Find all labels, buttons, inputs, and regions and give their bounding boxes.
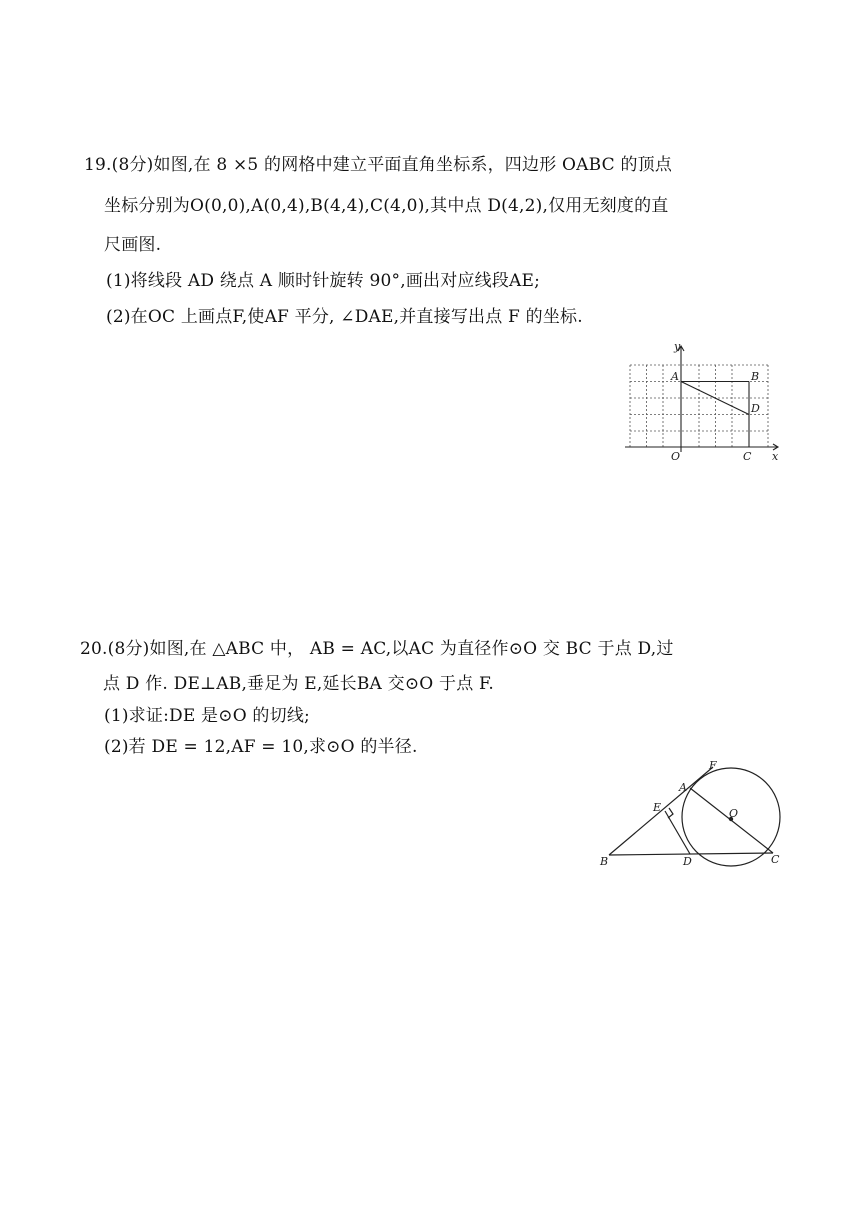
point-b-label: B: [600, 855, 609, 868]
point-c-label: C: [771, 853, 780, 866]
q20-line-2: 点 D 作. DE⊥AB,垂足为 E,延长BA 交⊙O 于点 F.: [103, 674, 494, 694]
point-d-label: D: [751, 402, 760, 415]
q19-line-1: 19.(8分)如图,在 8 ×5 的网格中建立平面直角坐标系，四边形 OABC 的顶点: [84, 155, 673, 175]
q19-grid-figure: [620, 340, 790, 465]
point-b-label: B: [751, 370, 760, 383]
q19-line-2: 坐标分别为O(0,0),A(0,4),B(4,4),C(4,0),其中点 D(4,2),仅用无刻度的直: [104, 196, 669, 216]
point-d-label: D: [683, 855, 692, 868]
q20-circle-figure: [595, 755, 795, 875]
point-a-label: A: [679, 781, 687, 794]
point-c-label: C: [743, 450, 752, 463]
axes: [625, 346, 778, 452]
y-axis-label: y: [674, 340, 681, 353]
q19-line-3: 尺画图.: [104, 235, 162, 255]
point-o-label: O: [671, 450, 681, 463]
grid-lines: [630, 365, 768, 447]
q20-line-4: (2)若 DE = 12,AF = 10,求⊙O 的半径.: [104, 737, 418, 757]
q20-line-3: (1)求证:DE 是⊙O 的切线;: [104, 706, 310, 726]
q19-line-5: (2)在OC 上画点F,使AF 平分, ∠DAE,并直接写出点 F 的坐标.: [106, 307, 583, 327]
q19-line-4: (1)将线段 AD 绕点 A 顺时针旋转 90°,画出对应线段AE;: [106, 271, 541, 291]
point-f-label: F: [709, 759, 717, 772]
point-a-label: A: [671, 370, 679, 383]
point-e-label: E: [653, 801, 662, 814]
point-o-label: O: [729, 807, 739, 820]
x-axis-label: x: [772, 450, 779, 463]
q20-line-1: 20.(8分)如图,在 △ABC 中， AB = AC,以AC 为直径作⊙O 交 BC 于点 D,过: [80, 639, 674, 659]
